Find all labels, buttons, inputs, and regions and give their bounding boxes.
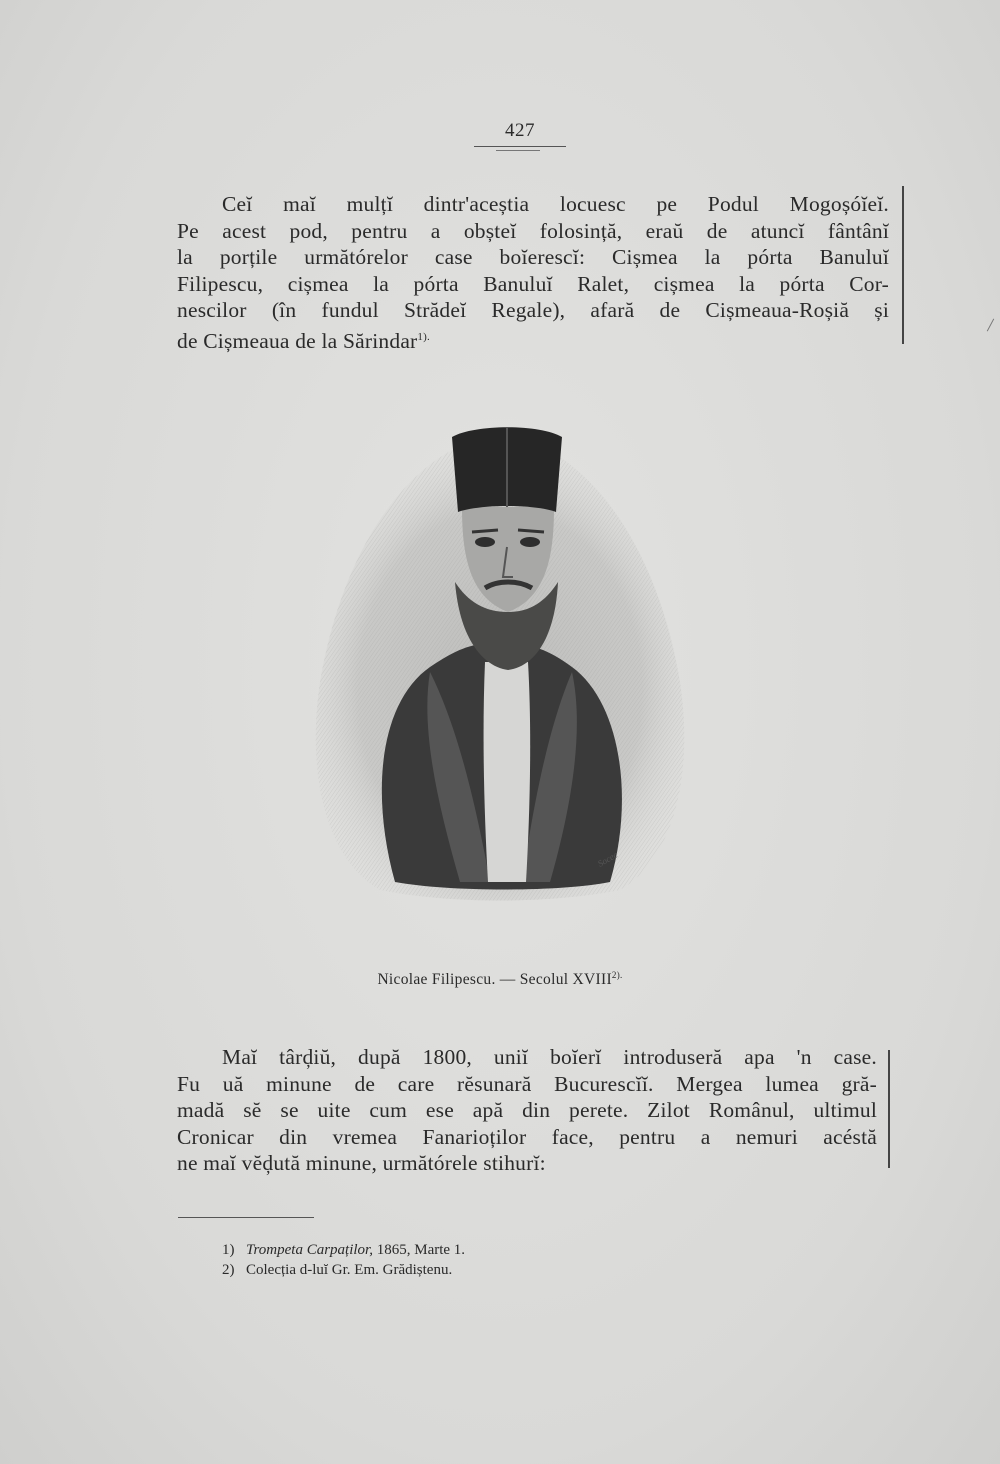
footnote-text: Colecția d-luĭ Gr. Em. Grădiștenu. (246, 1262, 453, 1278)
paragraph-2 (177, 1044, 877, 1177)
margin-tick (987, 319, 994, 332)
page-number-rule (474, 146, 566, 147)
paragraph-1 (177, 191, 889, 354)
portrait-engraving (300, 412, 700, 902)
margin-mark (902, 186, 904, 344)
footnote-number: 2) (222, 1262, 235, 1278)
margin-mark (888, 1050, 890, 1168)
page-number-rule-short (496, 150, 540, 151)
footnote-ref-2: 2). (611, 970, 623, 980)
footnote-ref-1: 1). (417, 330, 430, 343)
text-line: Ceĭ maĭ mulțĭ dintr'aceștia locuesc pe Podul Mogoșóĭeĭ. (222, 192, 889, 216)
footnote-source: Trompeta Carpaților, (246, 1242, 373, 1258)
text-line: Maĭ târḑiŭ, după 1800, uniĭ boĭerĭ introduseră apa 'n case. (222, 1045, 877, 1069)
text-line-last: ne maĭ vĕḑută minune, următórele stihurĭ: (177, 1151, 546, 1175)
text-line: Cronicar din vremea Fanarioților face, pentru a nemuri acéstă (177, 1124, 877, 1149)
text-line: nescilor (în fundul Strădeĭ Regale), afară de Cișmeaua-Roșiă și (177, 298, 889, 322)
text-line: Pe acest pod, pentru a obșteĭ folosință, eraŭ de atuncĭ fântânĭ (177, 218, 889, 243)
footnote-text: 1865, Marte 1. (372, 1242, 466, 1258)
footnote-1 (222, 1240, 642, 1260)
caption-text: Nicolae Filipescu. — Secolul XVIII (377, 971, 612, 989)
footnote-number: 1) (222, 1242, 235, 1258)
text-line-content: de Cișmeaua de la Sărindar (177, 328, 418, 353)
footnote-2 (222, 1260, 642, 1280)
white-shirt (484, 662, 531, 882)
text-line: la porțile următórelor case boĭerescĭ: Cișmea la pórta Banuluĭ (177, 245, 889, 269)
footnote-rule (178, 1217, 314, 1218)
text-line-last (177, 324, 889, 355)
footnotes (222, 1240, 642, 1280)
engraver-signature: Socec (596, 849, 620, 869)
text-line: Fu uă minune de care rĕsunară Bucurescĭĭ. Mergea lumea gră- (177, 1071, 877, 1096)
text-line: Filipescu, cișmea la pórta Banuluĭ Ralet, cișmea la pórta Cor- (177, 271, 889, 296)
text-line: madă sĕ se uite cum ese apă din perete. Zilot Românul, ultimul (177, 1098, 877, 1122)
portrait-caption (300, 970, 700, 989)
page-number: 427 (505, 120, 535, 141)
